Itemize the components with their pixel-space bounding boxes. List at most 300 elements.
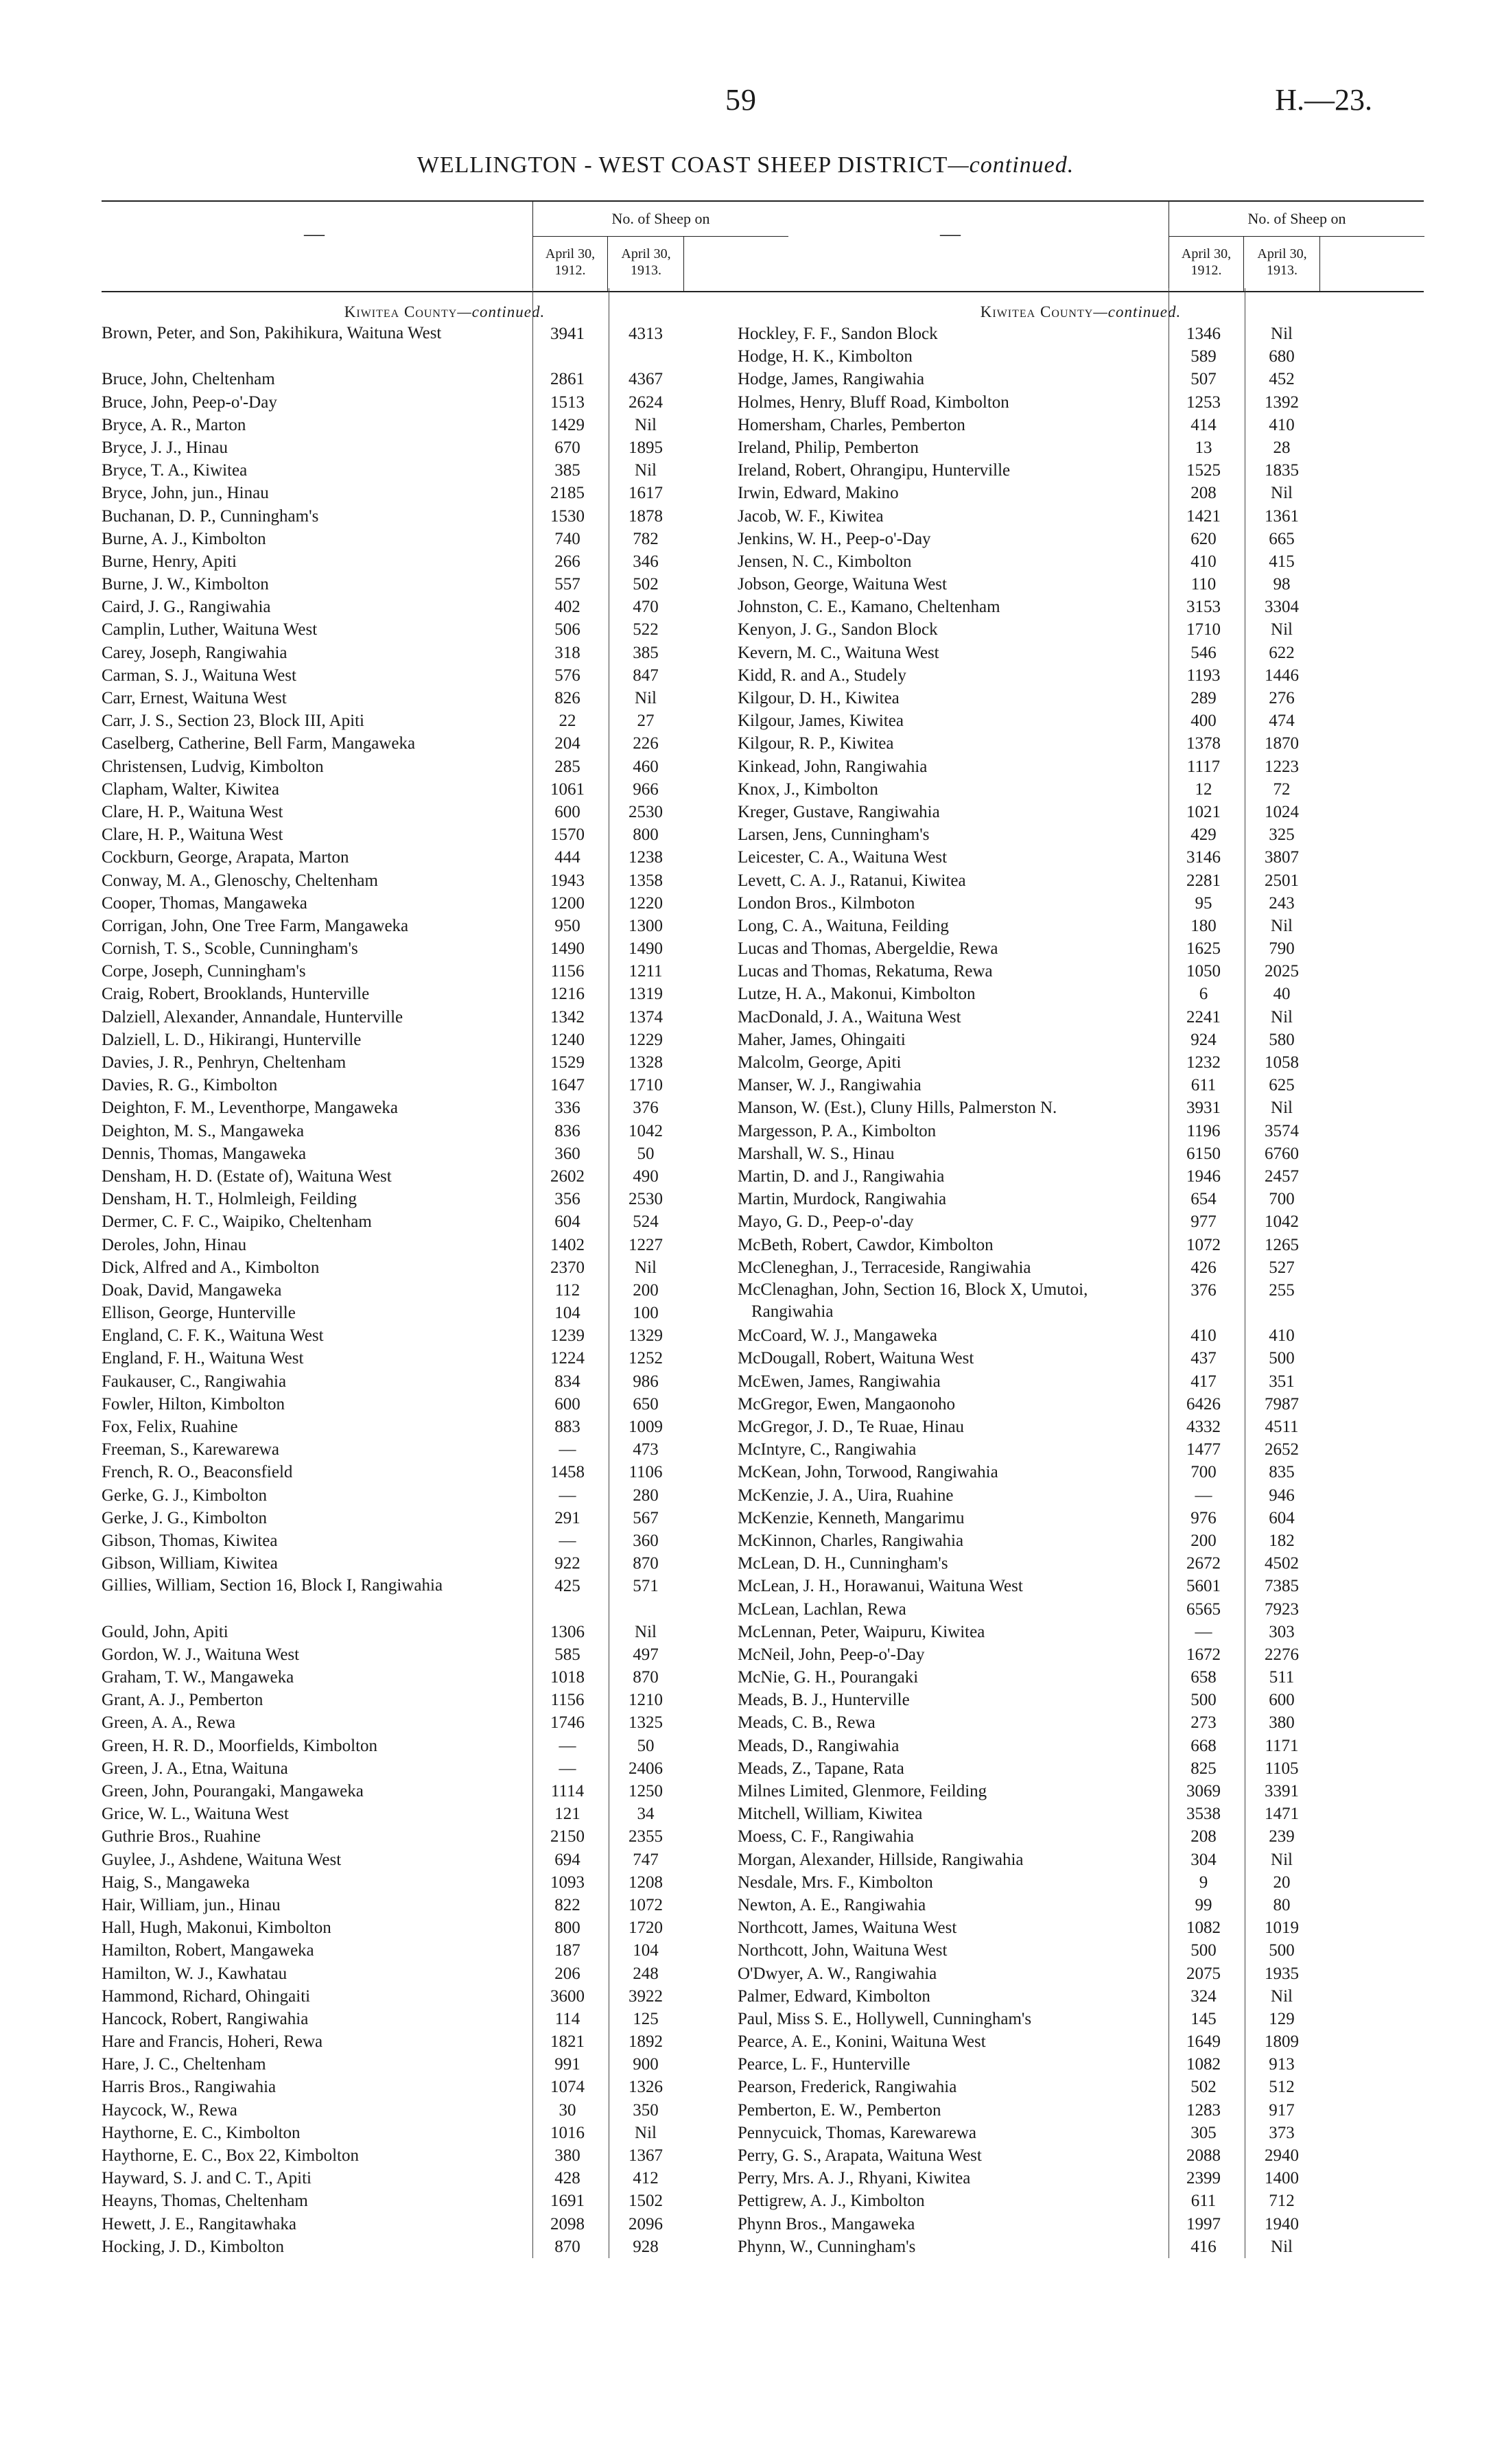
table-row [738, 801, 1424, 823]
table-row [102, 1096, 788, 1119]
sheep-1913: 2652 [1265, 1440, 1299, 1459]
sheep-1912: 1224 [550, 1349, 585, 1368]
sheep-1912: 600 [554, 802, 580, 821]
sheep-1912: 1072 [1186, 1235, 1221, 1254]
table-row [102, 1552, 788, 1575]
owner-name: Dermer, C. F. C., Waipiko, Cheltenham [102, 1212, 372, 1232]
sheep-1912: 112 [554, 1280, 580, 1300]
sheep-1912: 1093 [550, 1873, 585, 1892]
owner-name: Densham, H. T., Holmleigh, Feilding [102, 1190, 357, 1209]
owner-name: Pemberton, E. W., Pemberton [738, 2100, 941, 2120]
table-row [738, 1849, 1424, 1871]
sheep-1912: 2399 [1186, 2169, 1221, 2188]
county-heading [102, 303, 788, 322]
name-column-header: — [304, 222, 325, 245]
sheep-1913: 1446 [1265, 666, 1299, 685]
table-row [738, 2008, 1424, 2030]
table-row [738, 1096, 1424, 1119]
owner-name: Meads, B. J., Hunterville [738, 1691, 910, 1710]
table-row [738, 436, 1424, 459]
sheep-1913: 3304 [1265, 598, 1299, 617]
table-row [102, 618, 788, 641]
owner-name: Burne, J. W., Kimbolton [102, 575, 269, 594]
sheep-1912: 1253 [1186, 392, 1221, 412]
sheep-1913: 1367 [629, 2146, 663, 2166]
owner-name: Green, A. A., Rewa [102, 1713, 236, 1733]
sheep-1912: 1672 [1186, 1645, 1221, 1664]
sheep-1912: 1943 [550, 871, 585, 890]
owner-name: Phynn Bros., Mangaweka [738, 2214, 915, 2233]
sheep-1913: 1835 [1265, 461, 1299, 480]
sheep-1913: Nil [1271, 1099, 1293, 1118]
owner-name: Faukauser, C., Rangiwahia [102, 1372, 287, 1391]
owner-name: Harris Bros., Rangiwahia [102, 2078, 277, 2097]
table-row [102, 642, 788, 664]
sheep-1913: 1329 [629, 1326, 663, 1346]
table-row [102, 2122, 788, 2144]
sheep-1913: 2940 [1265, 2146, 1299, 2166]
table-row [102, 1643, 788, 1666]
sheep-1913: 239 [1269, 1827, 1295, 1846]
sheep-1913: 200 [633, 1280, 659, 1300]
owner-name: Haythorne, E. C., Box 22, Kimbolton [102, 2146, 359, 2166]
sheep-1912: 5601 [1186, 1577, 1221, 1596]
sheep-1913: 986 [633, 1372, 659, 1391]
owner-name: Gordon, W. J., Waituna West [102, 1645, 300, 1664]
sheep-1912: 576 [554, 666, 580, 685]
table-row [102, 1575, 788, 1620]
county-name: Kiwitea County [344, 303, 458, 320]
table-row [102, 709, 788, 732]
owner-name: Hare and Francis, Hoheri, Rewa [102, 2032, 323, 2052]
table-row [738, 2076, 1424, 2098]
sheep-1913: 7385 [1265, 1577, 1299, 1596]
table-row [102, 1188, 788, 1210]
sheep-1913: 182 [1269, 1531, 1295, 1550]
table-row [738, 1871, 1424, 1894]
sheep-1913: 524 [633, 1212, 659, 1232]
sheep-1912: 2281 [1186, 871, 1221, 890]
sheep-1913: 28 [1273, 438, 1291, 457]
page-number: 59 [725, 83, 757, 117]
owner-name: Hair, William, jun., Hinau [102, 1895, 281, 1914]
table-row [738, 550, 1424, 573]
sheep-1913: 100 [633, 1304, 659, 1323]
sheep-1913: 40 [1273, 985, 1291, 1004]
sheep-1912: 12 [1195, 779, 1212, 799]
table-row [102, 869, 788, 892]
sheep-1912: 121 [554, 1805, 580, 1824]
sheep-1913: 782 [633, 529, 659, 548]
table-row [738, 2030, 1424, 2053]
sheep-1912: 385 [554, 461, 580, 480]
sheep-1912: 110 [1190, 575, 1217, 594]
sheep-1912: 1378 [1186, 734, 1221, 753]
sheep-1913: 497 [633, 1645, 659, 1664]
sheep-1913: 622 [1269, 643, 1295, 662]
owner-name: Fox, Felix, Ruahine [102, 1418, 238, 1437]
owner-name: Levett, C. A. J., Ratanui, Kiwitea [738, 871, 966, 890]
sheep-1912: 208 [1190, 1827, 1217, 1846]
sheep-1912: 1193 [1186, 666, 1221, 685]
owner-name: London Bros., Kilmboton [738, 893, 915, 913]
sheep-1912: 305 [1190, 2123, 1217, 2142]
owner-name: Marshall, W. S., Hinau [738, 1144, 895, 1163]
county-name: Kiwitea County [980, 303, 1094, 320]
table-row [738, 2236, 1424, 2258]
sheep-1913: 835 [1269, 1463, 1295, 1482]
table-row [738, 642, 1424, 664]
sheep-1913: 500 [1269, 1941, 1295, 1960]
table-row [738, 1598, 1424, 1621]
sheep-1912: 1477 [1186, 1440, 1221, 1459]
sheep-1912: 2098 [550, 2214, 585, 2233]
owner-name: Green, J. A., Etna, Waituna [102, 1759, 288, 1778]
sheep-1913: 1208 [629, 1873, 663, 1892]
table-row [102, 1962, 788, 1985]
sheep-1913: 870 [633, 1668, 659, 1687]
sheep-1913: 1009 [629, 1418, 663, 1437]
owner-name: Palmer, Edward, Kimbolton [738, 1986, 930, 2006]
sheep-1912: 425 [554, 1577, 580, 1596]
sheep-1913: 665 [1269, 529, 1295, 548]
owner-name: Carey, Joseph, Rangiwahia [102, 643, 287, 662]
sheep-1913: 747 [633, 1850, 659, 1869]
owner-name: England, C. F. K., Waituna West [102, 1326, 324, 1346]
sheep-1912: 3538 [1186, 1805, 1221, 1824]
sheep-1913: Nil [1271, 1986, 1293, 2006]
sheep-1912: 417 [1190, 1372, 1217, 1391]
table-row [102, 1939, 788, 1962]
owner-name: Margesson, P. A., Kimbolton [738, 1121, 937, 1140]
table-row [738, 823, 1424, 846]
sheep-1912: 6150 [1186, 1144, 1221, 1163]
owner-name: McNie, G. H., Pourangaki [738, 1668, 919, 1687]
table-row [102, 778, 788, 801]
owner-name: Perry, G. S., Arapata, Waituna West [738, 2146, 982, 2166]
sheep-1912: 1346 [1186, 325, 1221, 343]
owner-name: Davies, R. G., Kimbolton [102, 1076, 278, 1095]
table-row [738, 1416, 1424, 1438]
sheep-1912: — [559, 1531, 576, 1550]
sheep-1913: 4313 [629, 325, 663, 343]
sheep-1912: 500 [1190, 1691, 1217, 1710]
table-row [738, 1188, 1424, 1210]
table-row [738, 596, 1424, 618]
sheep-1913: 72 [1273, 779, 1291, 799]
sheep-1913: 129 [1269, 2009, 1295, 2028]
table-row [102, 2190, 788, 2212]
sheep-1913: 50 [637, 1144, 655, 1163]
sheep-1912: 589 [1190, 347, 1217, 366]
sheep-1912: 1691 [550, 2192, 585, 2211]
sheep-1913: 680 [1269, 347, 1295, 366]
sheep-1912: 9 [1199, 1873, 1208, 1892]
sheep-1913: 870 [633, 1554, 659, 1573]
table-row [738, 1735, 1424, 1757]
sheep-1912: 1570 [550, 825, 585, 845]
sheep-1912: 145 [1190, 2009, 1217, 2028]
sheep-1912: 204 [554, 734, 580, 753]
table-row [738, 1029, 1424, 1051]
table-row [102, 2099, 788, 2122]
table-row [738, 1234, 1424, 1256]
table-row [102, 732, 788, 755]
sheep-1913: 490 [633, 1166, 659, 1186]
sheep-1913: 600 [1269, 1691, 1295, 1710]
owner-name: Manson, W. (Est.), Cluny Hills, Palmerston N. [738, 1099, 1057, 1118]
left-rows [102, 322, 788, 2258]
owner-name: Bryce, J. J., Hinau [102, 438, 228, 457]
sheep-1912: 506 [554, 620, 580, 640]
owner-name: Dick, Alfred and A., Kimbolton [102, 1258, 320, 1277]
sheep-1912: 870 [554, 2237, 580, 2256]
table-row [738, 1711, 1424, 1734]
sheep-1913: 527 [1269, 1258, 1295, 1277]
owner-name: Lutze, H. A., Makonui, Kimbolton [738, 985, 976, 1004]
table-row [102, 1507, 788, 1529]
sheep-1913: 1710 [629, 1076, 663, 1095]
sheep-1912: 822 [554, 1895, 580, 1914]
owner-name: McClenaghan, John, Section 16, Block X, Umutoi, Rangiwahia [738, 1280, 1088, 1321]
sheep-1912: 836 [554, 1121, 580, 1140]
sheep-1912: 1525 [1186, 461, 1221, 480]
sheep-1913: 4502 [1265, 1554, 1299, 1573]
owner-name: Kinkead, John, Rangiwahia [738, 757, 928, 776]
owner-name: Gillies, William, Section 16, Block I, Rangiwahia [102, 1576, 443, 1595]
sheep-1912: 1625 [1186, 939, 1221, 959]
sheep-1912: 1342 [550, 1007, 585, 1026]
sheep-1912: 1458 [550, 1463, 585, 1482]
owner-name: Craig, Robert, Brooklands, Hunterville [102, 985, 370, 1004]
table-row [102, 1165, 788, 1188]
sheep-1913: 567 [633, 1508, 659, 1527]
owner-name: Jobson, George, Waituna West [738, 575, 947, 594]
sheep-1913: 2276 [1265, 1645, 1299, 1664]
owner-name: Meads, D., Rangiwahia [738, 1736, 900, 1755]
sheep-1913: 917 [1269, 2100, 1295, 2120]
sheep-1912: 604 [554, 1212, 580, 1232]
sheep-1913: 3922 [629, 1986, 663, 2006]
owner-name: McKenzie, J. A., Uira, Ruahine [738, 1486, 954, 1505]
sheep-1912: — [559, 1486, 576, 1505]
owner-name: England, F. H., Waituna West [102, 1349, 304, 1368]
year-1913-header: April 30, 1913. [609, 236, 684, 291]
owner-name: McNeil, John, Peep-o'-Day [738, 1645, 925, 1664]
owner-name: Lucas and Thomas, Rekatuma, Rewa [738, 962, 993, 981]
sheep-1913: 571 [633, 1577, 659, 1596]
table-row [102, 1735, 788, 1757]
owner-name: Hayward, S. J. and C. T., Apiti [102, 2169, 312, 2188]
sheep-1913: 415 [1269, 552, 1295, 571]
owner-name: Nesdale, Mrs. F., Kimbolton [738, 1873, 933, 1892]
sheep-1912: 654 [1190, 1190, 1217, 1209]
sheep-1912: 324 [1190, 1986, 1217, 2006]
sheep-1913: 1720 [629, 1919, 663, 1938]
owner-name: McDougall, Robert, Waituna West [738, 1349, 974, 1368]
table-row [102, 823, 788, 846]
sheep-1912: 1429 [550, 415, 585, 434]
owner-name: Hocking, J. D., Kimbolton [102, 2237, 284, 2256]
owner-name: McCoard, W. J., Mangaweka [738, 1326, 937, 1346]
owner-name: Grice, W. L., Waituna West [102, 1805, 289, 1824]
table-row [738, 778, 1424, 801]
owner-name: Deighton, F. M., Leventhorpe, Mangaweka [102, 1099, 398, 1118]
document-reference: H.—23. [1275, 83, 1372, 117]
sheep-1913: 1392 [1265, 392, 1299, 412]
table-row [738, 687, 1424, 709]
sheep-1912: 924 [1190, 1030, 1217, 1049]
table-row [102, 687, 788, 709]
table-row [738, 505, 1424, 528]
county-suffix: —continued. [457, 303, 545, 320]
owner-name: Malcolm, George, Apiti [738, 1053, 902, 1072]
sheep-1913: 1374 [629, 1007, 663, 1026]
table-row [738, 1393, 1424, 1416]
sheep-1913: 4367 [629, 370, 663, 389]
table-row [102, 1234, 788, 1256]
sheep-1912: 611 [1190, 2192, 1217, 2211]
sheep-1913: 1490 [629, 939, 663, 959]
sheep-1912: 285 [554, 757, 580, 776]
sheep-1913: 2530 [629, 802, 663, 821]
table-row [102, 1347, 788, 1370]
sheep-1913: 351 [1269, 1372, 1295, 1391]
sheep-1912: 2088 [1186, 2146, 1221, 2166]
table-row [102, 2053, 788, 2076]
sheep-1913: 360 [633, 1531, 659, 1550]
sheep-1912: 6565 [1186, 1599, 1221, 1619]
sheep-1913: 512 [1269, 2078, 1295, 2097]
sheep-1913: 248 [633, 1964, 659, 1983]
table-row [738, 1324, 1424, 1347]
table-row [102, 937, 788, 960]
owner-name: Hammond, Richard, Ohingaiti [102, 1986, 311, 2006]
table-row [738, 1165, 1424, 1188]
sheep-1912: 976 [1190, 1508, 1217, 1527]
table-row [102, 1666, 788, 1689]
sheep-1912: 30 [559, 2100, 576, 2120]
table-row [102, 414, 788, 436]
owner-name: McLean, J. H., Horawanui, Waituna West [738, 1577, 1023, 1596]
owner-name: Martin, Murdock, Rangiwahia [738, 1190, 947, 1209]
sheep-1913: 1229 [629, 1030, 663, 1049]
sheep-1913: 2025 [1265, 962, 1299, 981]
owner-name: McGregor, Ewen, Mangaonoho [738, 1394, 955, 1413]
sheep-1912: 991 [554, 2055, 580, 2074]
table-row [102, 1324, 788, 1347]
sheep-1913: 1300 [629, 916, 663, 935]
sheep-1913: 1358 [629, 871, 663, 890]
table-row [102, 1985, 788, 2008]
sheep-1912: 883 [554, 1418, 580, 1437]
table-row [102, 2030, 788, 2053]
sheep-count-header: No. of Sheep on [532, 202, 788, 237]
table-row [102, 960, 788, 983]
sheep-1913: 3574 [1265, 1121, 1299, 1140]
sheep-1912: 114 [554, 2009, 580, 2028]
sheep-1912: 13 [1195, 438, 1212, 457]
table-row [102, 2213, 788, 2236]
table-row [738, 732, 1424, 755]
owner-name: Caselberg, Catherine, Bell Farm, Mangaweka [102, 734, 416, 753]
sheep-1913: 2530 [629, 1190, 663, 1209]
table-row [738, 983, 1424, 1005]
sheep-1912: 1016 [550, 2123, 585, 2142]
table-row [102, 505, 788, 528]
sheep-1912: 336 [554, 1099, 580, 1118]
sheep-1913: Nil [635, 1622, 657, 1641]
owner-name: Green, John, Pourangaki, Mangaweka [102, 1782, 364, 1801]
sheep-1912: 437 [1190, 1349, 1217, 1368]
sheep-1912: 3941 [550, 325, 585, 343]
sheep-1913: 913 [1269, 2055, 1295, 2074]
sheep-1913: 226 [633, 734, 659, 753]
sheep-1912: — [559, 1440, 576, 1459]
owner-name: Guthrie Bros., Ruahine [102, 1827, 261, 1846]
sheep-1912: 3153 [1186, 598, 1221, 617]
sheep-1913: 20 [1273, 1873, 1291, 1892]
sheep-1913: 2096 [629, 2214, 663, 2233]
sheep-1913: 1072 [629, 1895, 663, 1914]
owner-name: Meads, Z., Tapane, Rata [738, 1759, 904, 1778]
sheep-1913: Nil [1271, 1007, 1293, 1026]
sheep-1913: 650 [633, 1394, 659, 1413]
owner-name: Corpe, Joseph, Cunningham's [102, 962, 306, 981]
owner-name: Dennis, Thomas, Mangaweka [102, 1144, 307, 1163]
sheep-1912: 1746 [550, 1713, 585, 1733]
sheep-1912: 800 [554, 1919, 580, 1938]
table-row [102, 1438, 788, 1461]
owner-name: Gibson, Thomas, Kiwitea [102, 1531, 278, 1550]
table-row [738, 1347, 1424, 1370]
sheep-1912: 825 [1190, 1759, 1217, 1778]
sheep-1912: 826 [554, 689, 580, 708]
sheep-1913: 27 [637, 712, 655, 731]
owner-name: Heayns, Thomas, Cheltenham [102, 2192, 308, 2211]
sheep-1913: 34 [637, 1805, 655, 1824]
sheep-1912: 1018 [550, 1668, 585, 1687]
owner-name: McLean, Lachlan, Rewa [738, 1599, 906, 1619]
table-row [738, 1757, 1424, 1780]
sheep-1913: 604 [1269, 1508, 1295, 1527]
sheep-1912: 585 [554, 1645, 580, 1664]
owner-name: Conway, M. A., Glenoschy, Cheltenham [102, 871, 378, 890]
sheep-1913: 1940 [1265, 2214, 1299, 2233]
owner-name: Hodge, H. K., Kimbolton [738, 347, 913, 366]
sheep-1913: 712 [1269, 2192, 1295, 2211]
sheep-1912: 3600 [550, 1986, 585, 2006]
sheep-count-header: No. of Sheep on [1169, 202, 1424, 237]
sheep-1913: 1223 [1265, 757, 1299, 776]
table-row [738, 1780, 1424, 1803]
owner-name: Bryce, A. R., Marton [102, 415, 246, 434]
table-row [738, 2144, 1424, 2167]
owner-name: Northcott, John, Waituna West [738, 1941, 948, 1960]
table-row [102, 846, 788, 869]
sheep-1912: 1239 [550, 1326, 585, 1346]
sheep-1913: 80 [1273, 1895, 1291, 1914]
owner-name: Pearson, Frederick, Rangiwahia [738, 2078, 957, 2097]
table-row [102, 1757, 788, 1780]
owner-name: McKinnon, Charles, Rangiwahia [738, 1531, 964, 1550]
sheep-1913: Nil [1271, 1850, 1293, 1869]
sheep-1913: 276 [1269, 689, 1295, 707]
table-row [102, 2167, 788, 2190]
sheep-1912: 694 [554, 1850, 580, 1869]
sheep-1913: 7987 [1265, 1394, 1299, 1413]
name-column-header: — [940, 222, 961, 245]
